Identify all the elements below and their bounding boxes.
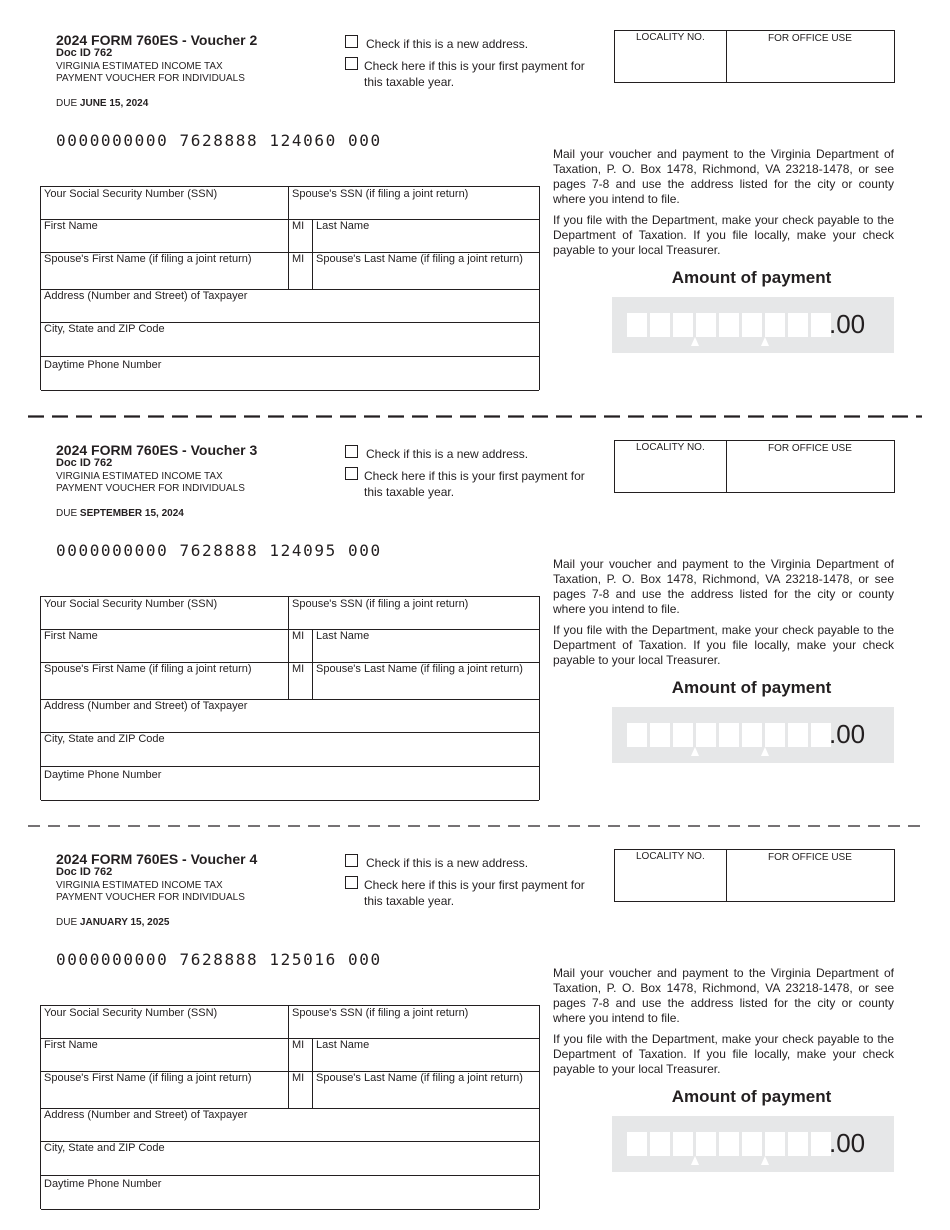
first-name-field[interactable] <box>41 219 289 252</box>
address-field[interactable] <box>41 699 539 732</box>
amount-title: Amount of payment <box>671 268 832 287</box>
new-address-label: Check if this is a new address. <box>366 856 529 870</box>
due-date-line <box>56 917 169 928</box>
taxpayer-info-grid <box>40 186 540 390</box>
amount-of-payment-field[interactable] <box>612 1116 894 1172</box>
ssn-label: Your Social Security Number (SSN) <box>44 1007 218 1019</box>
due-label: DUE <box>56 98 78 109</box>
spouse-mi-field[interactable] <box>289 662 313 699</box>
mail-instructions: Mail your voucher and payment to the Virginia Department of Taxation, P. O. Box 1478, Richmond, VA 23218-1478, or see pages 7-8 and use the address listed for the city or county where you intend to file. <box>553 147 894 206</box>
phone-label: Daytime Phone Number <box>44 769 162 781</box>
spouse-mi-label: MI <box>292 1072 305 1084</box>
voucher-3 <box>0 410 950 810</box>
first-name-label: First Name <box>44 220 98 232</box>
new-address-checkbox[interactable] <box>345 854 358 867</box>
spouse-mi-field[interactable] <box>289 252 313 289</box>
new-address-label: Check if this is a new address. <box>366 37 529 51</box>
phone-field[interactable] <box>41 1175 539 1209</box>
spouse-ssn-field[interactable] <box>289 1006 539 1038</box>
mail-instructions: Mail your voucher and payment to the Virginia Department of Taxation, P. O. Box 1478, Richmond, VA 23218-1478, or see pages 7-8 and use the address listed for the city or county where you intend to file. <box>553 966 894 1025</box>
spouse-ssn-field[interactable] <box>289 597 539 629</box>
ssn-field[interactable] <box>41 1006 289 1038</box>
first-payment-label: Check here if this is your first payment for this taxable year. <box>364 878 585 908</box>
voucher-title: 2024 FORM 760ES - Voucher 3 <box>56 442 258 458</box>
address-field[interactable] <box>41 1108 539 1141</box>
scanline: 0000000000 7628888 125016 000 <box>56 950 382 969</box>
taxpayer-info-grid <box>40 1005 540 1209</box>
first-payment-checkbox[interactable] <box>345 876 358 889</box>
spouse-first-name-field[interactable] <box>41 1071 289 1108</box>
city-state-zip-label: City, State and ZIP Code <box>44 733 165 745</box>
phone-field[interactable] <box>41 356 539 390</box>
spouse-last-name-field[interactable] <box>313 1071 539 1108</box>
due-date: JUNE 15, 2024 <box>79 98 149 109</box>
last-name-field[interactable] <box>313 1038 539 1071</box>
address-label: Address (Number and Street) of Taxpayer <box>44 700 248 712</box>
amount-cents: .00 <box>829 309 866 339</box>
city-state-zip-label: City, State and ZIP Code <box>44 323 165 335</box>
spouse-last-name-field[interactable] <box>313 252 539 289</box>
first-payment-checkbox[interactable] <box>345 467 358 480</box>
address-label: Address (Number and Street) of Taxpayer <box>44 1109 248 1121</box>
spouse-mi-field[interactable] <box>289 1071 313 1108</box>
due-date-line <box>56 98 148 109</box>
spouse-mi-label: MI <box>292 663 305 675</box>
check-instructions: If you file with the Department, make your check payable to the Department of Taxation. If you file locally, make your check payable to your local Treasurer. <box>553 1032 894 1076</box>
due-date: JANUARY 15, 2025 <box>79 917 170 928</box>
check-instructions: If you file with the Department, make your check payable to the Department of Taxation. If you file locally, make your check payable to your local Treasurer. <box>553 623 894 667</box>
address-label: Address (Number and Street) of Taxpayer <box>44 290 248 302</box>
due-label: DUE <box>56 917 78 928</box>
locality-no-label: LOCALITY NO. <box>636 442 705 453</box>
spouse-last-name-label: Spouse's Last Name (if filing a joint return) <box>316 1072 523 1084</box>
for-office-use-label: FOR OFFICE USE <box>768 852 852 863</box>
amount-of-payment-field[interactable] <box>612 297 894 353</box>
address-field[interactable] <box>41 289 539 322</box>
scanline: 0000000000 7628888 124060 000 <box>56 131 382 150</box>
mi-field[interactable] <box>289 629 313 662</box>
spouse-ssn-label: Spouse's SSN (if filing a joint return) <box>292 598 469 610</box>
mi-field[interactable] <box>289 1038 313 1071</box>
spouse-last-name-field[interactable] <box>313 662 539 699</box>
spouse-first-name-label: Spouse's First Name (if filing a joint return) <box>44 663 252 675</box>
for-office-use-label: FOR OFFICE USE <box>768 443 852 454</box>
voucher-2 <box>0 0 950 400</box>
phone-label: Daytime Phone Number <box>44 359 162 371</box>
scanline: 0000000000 7628888 124095 000 <box>56 541 382 560</box>
amount-title: Amount of payment <box>671 1087 832 1106</box>
city-state-zip-field[interactable] <box>41 1141 539 1175</box>
ssn-label: Your Social Security Number (SSN) <box>44 188 218 200</box>
spouse-last-name-label: Spouse's Last Name (if filing a joint return) <box>316 663 523 675</box>
check-instructions: If you file with the Department, make your check payable to the Department of Taxation. If you file locally, make your check payable to your local Treasurer. <box>553 213 894 257</box>
new-address-checkbox[interactable] <box>345 35 358 48</box>
doc-id: Doc ID 762 <box>56 457 113 469</box>
last-name-label: Last Name <box>316 220 370 232</box>
voucher-subtitle-2: PAYMENT VOUCHER FOR INDIVIDUALS <box>56 483 245 494</box>
spouse-first-name-field[interactable] <box>41 662 289 699</box>
voucher-subtitle-1: VIRGINIA ESTIMATED INCOME TAX <box>56 61 223 72</box>
voucher-subtitle-2: PAYMENT VOUCHER FOR INDIVIDUALS <box>56 73 245 84</box>
locality-no-label: LOCALITY NO. <box>636 32 705 43</box>
due-date-line <box>56 508 184 519</box>
voucher-subtitle-1: VIRGINIA ESTIMATED INCOME TAX <box>56 471 223 482</box>
amount-cents: .00 <box>829 719 866 749</box>
first-payment-label: Check here if this is your first payment for this taxable year. <box>364 469 585 499</box>
spouse-first-name-label: Spouse's First Name (if filing a joint return) <box>44 1072 252 1084</box>
spouse-first-name-field[interactable] <box>41 252 289 289</box>
mi-label: MI <box>292 1039 305 1051</box>
mi-label: MI <box>292 220 305 232</box>
cut-line-separator <box>0 415 950 418</box>
ssn-field[interactable] <box>41 597 289 629</box>
first-name-field[interactable] <box>41 1038 289 1071</box>
voucher-subtitle-2: PAYMENT VOUCHER FOR INDIVIDUALS <box>56 892 245 903</box>
amount-cents: .00 <box>829 1128 866 1158</box>
first-payment-checkbox[interactable] <box>345 57 358 70</box>
spouse-mi-label: MI <box>292 253 305 265</box>
phone-field[interactable] <box>41 766 539 800</box>
due-date: SEPTEMBER 15, 2024 <box>79 508 184 519</box>
mi-field[interactable] <box>289 219 313 252</box>
doc-id: Doc ID 762 <box>56 47 113 59</box>
taxpayer-info-grid <box>40 596 540 800</box>
first-name-label: First Name <box>44 1039 98 1051</box>
amount-of-payment-field[interactable] <box>612 707 894 763</box>
last-name-label: Last Name <box>316 1039 370 1051</box>
voucher-4 <box>0 819 950 1219</box>
last-name-label: Last Name <box>316 630 370 642</box>
new-address-label: Check if this is a new address. <box>366 447 529 461</box>
new-address-checkbox[interactable] <box>345 445 358 458</box>
spouse-ssn-label: Spouse's SSN (if filing a joint return) <box>292 1007 469 1019</box>
spouse-last-name-label: Spouse's Last Name (if filing a joint return) <box>316 253 523 265</box>
ssn-label: Your Social Security Number (SSN) <box>44 598 218 610</box>
city-state-zip-label: City, State and ZIP Code <box>44 1142 165 1154</box>
voucher-subtitle-1: VIRGINIA ESTIMATED INCOME TAX <box>56 880 223 891</box>
due-label: DUE <box>56 508 78 519</box>
spouse-ssn-label: Spouse's SSN (if filing a joint return) <box>292 188 469 200</box>
first-payment-label: Check here if this is your first payment for this taxable year. <box>364 59 585 89</box>
city-state-zip-field[interactable] <box>41 732 539 766</box>
for-office-use-label: FOR OFFICE USE <box>768 33 852 44</box>
ssn-field[interactable] <box>41 187 289 219</box>
last-name-field[interactable] <box>313 219 539 252</box>
office-use-box <box>614 30 895 83</box>
voucher-title: 2024 FORM 760ES - Voucher 2 <box>56 32 258 48</box>
amount-title: Amount of payment <box>671 678 832 697</box>
spouse-ssn-field[interactable] <box>289 187 539 219</box>
mail-instructions: Mail your voucher and payment to the Virginia Department of Taxation, P. O. Box 1478, Richmond, VA 23218-1478, or see pages 7-8 and use the address listed for the city or county where you intend to file. <box>553 557 894 616</box>
first-name-label: First Name <box>44 630 98 642</box>
office-use-box <box>614 440 895 493</box>
phone-label: Daytime Phone Number <box>44 1178 162 1190</box>
mi-label: MI <box>292 630 305 642</box>
doc-id: Doc ID 762 <box>56 866 113 878</box>
city-state-zip-field[interactable] <box>41 322 539 356</box>
voucher-title: 2024 FORM 760ES - Voucher 4 <box>56 851 258 867</box>
locality-no-label: LOCALITY NO. <box>636 851 705 862</box>
cut-line-separator <box>0 825 950 828</box>
office-use-box <box>614 849 895 902</box>
first-name-field[interactable] <box>41 629 289 662</box>
spouse-first-name-label: Spouse's First Name (if filing a joint return) <box>44 253 252 265</box>
last-name-field[interactable] <box>313 629 539 662</box>
